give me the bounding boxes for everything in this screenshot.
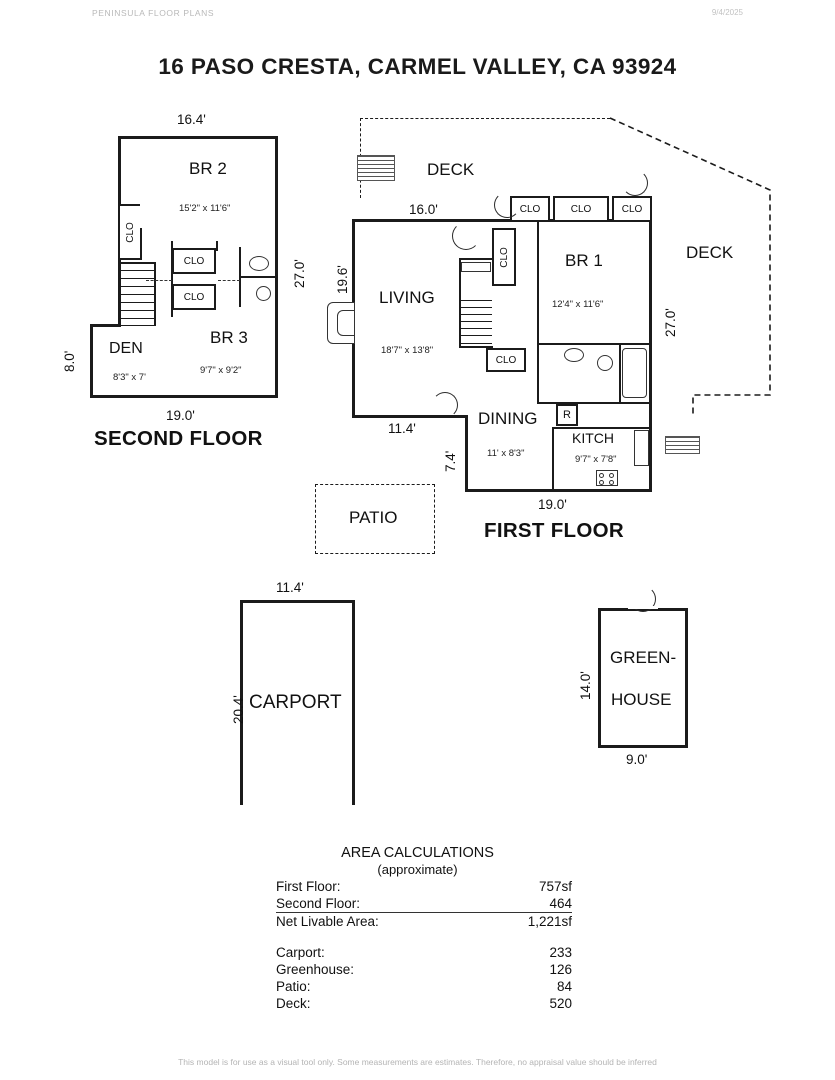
- dim-first-right: 27.0': [663, 308, 678, 337]
- refrigerator: [556, 404, 578, 426]
- greenhouse-door-gap: [628, 606, 658, 609]
- door-arc-living: [452, 222, 480, 250]
- door-arc-dining: [432, 392, 458, 418]
- patio-label: PATIO: [349, 508, 398, 527]
- area-calc-label: Net Livable Area:: [276, 914, 379, 929]
- staircase-first: [461, 300, 492, 346]
- dim-greenhouse-height: 14.0': [578, 671, 593, 700]
- dim-carport-height: 20.4': [231, 695, 246, 724]
- den-joint-mask: [116, 327, 121, 395]
- bath-wall-first-bottom: [537, 402, 649, 404]
- sink-fixture-second: [249, 256, 269, 271]
- closet-hall-vertical: [492, 228, 516, 286]
- room-label-br2: BR 2: [189, 159, 227, 178]
- kitchen-left-wall: [552, 427, 554, 492]
- door-arc-hall: [494, 192, 520, 218]
- closet-hall-lower: [486, 348, 526, 372]
- closet-br1-c: [612, 196, 652, 222]
- stair-top-wall: [120, 262, 154, 264]
- closet-center-lower-label: CLO: [183, 291, 205, 303]
- area-calc-value: 126: [549, 962, 572, 977]
- area-calc-row: [276, 913, 572, 930]
- window-hatch-deck: [357, 155, 395, 181]
- dim-first-left-upper: 19.6': [335, 265, 350, 294]
- closet-center-upper-label: CLO: [183, 255, 205, 267]
- deck-label-top: DECK: [427, 160, 475, 179]
- closet-br1-b: [553, 196, 609, 222]
- burner-a: [599, 473, 604, 478]
- first-floor-bottom-wall: [465, 489, 652, 492]
- room-size-br3: 9'7" x 9'2": [200, 365, 242, 376]
- area-calc-spacer: [276, 930, 572, 944]
- closet-center-lower: [172, 284, 216, 310]
- door-arc-br1: [622, 170, 648, 196]
- room-size-br2: 15'2" x 11'6": [179, 203, 231, 214]
- room-label-living: LIVING: [379, 288, 435, 307]
- area-calc-row: [276, 878, 572, 895]
- room-label-dining: DINING: [478, 409, 538, 428]
- bath-wall-first-left: [537, 343, 539, 403]
- toilet-fixture-second: [256, 286, 271, 301]
- second-floor-caption: SECOND FLOOR: [94, 427, 263, 450]
- bath-wall-second-b: [239, 276, 278, 278]
- room-size-dining: 11' x 8'3": [487, 448, 525, 459]
- closet-wall: [171, 241, 173, 317]
- closet-br2: [118, 204, 142, 260]
- room-label-br1: BR 1: [565, 251, 603, 270]
- area-calc-title: AREA CALCULATIONS: [341, 845, 494, 861]
- closet-center-upper: [172, 248, 216, 274]
- kitchen-counter: [634, 430, 649, 466]
- area-calc-subtitle: (approximate): [377, 862, 458, 877]
- greenhouse-label-2: HOUSE: [611, 690, 672, 709]
- closet-hall-lower-label: CLO: [495, 354, 517, 366]
- hall-cabinet: [461, 262, 491, 272]
- area-calc-value: 520: [549, 996, 572, 1011]
- br1-left-wall: [537, 222, 539, 344]
- room-size-br1: 12'4" x 11'6": [552, 299, 604, 310]
- dim-second-left: 8.0': [62, 350, 77, 372]
- room-label-den: DEN: [109, 340, 143, 357]
- burner-c: [599, 480, 604, 485]
- area-calc-row: [276, 995, 572, 1012]
- carport-right-wall: [352, 600, 355, 805]
- closet-opening-mask-1: [140, 204, 142, 228]
- area-calc-label: Carport:: [276, 945, 325, 960]
- greenhouse-label-1: GREEN-: [610, 648, 677, 667]
- tub-fixture: [622, 348, 647, 398]
- area-calc-value: 84: [556, 979, 572, 994]
- area-calc-value: 1,221sf: [527, 914, 572, 929]
- dim-carport-width: 11.4': [276, 580, 304, 595]
- area-calc-label: Second Floor:: [276, 896, 361, 911]
- area-calc-table: [276, 878, 572, 1012]
- area-calc-row: [276, 895, 572, 913]
- br1-bottom-wall: [537, 343, 649, 345]
- disclaimer-footer: This model is for use as a visual tool only. Some measurements are estimates. Therefore, no appraisal value should be inferred: [178, 1057, 657, 1067]
- dim-second-bottom: 19.0': [166, 408, 195, 423]
- area-calc-value: 757sf: [538, 879, 572, 894]
- area-calc-value: 233: [549, 945, 572, 960]
- stair-wall-first-bottom: [459, 346, 493, 348]
- date-header: 9/4/2025: [711, 8, 743, 17]
- carport-top-wall: [240, 600, 355, 603]
- dim-first-left-short: 7.4': [443, 450, 458, 472]
- hall-center-dash-a: [146, 280, 172, 281]
- stair-side-wall: [154, 262, 156, 326]
- refrigerator-label: R: [563, 409, 571, 421]
- carport-label: CARPORT: [249, 692, 342, 713]
- closet-br1-b-label: CLO: [570, 203, 592, 215]
- area-calc-label: Patio:: [276, 979, 311, 994]
- area-calc-label: First Floor:: [276, 879, 341, 894]
- room-size-living: 18'7" x 13'8": [381, 345, 434, 356]
- dim-first-top: 16.0': [409, 202, 438, 217]
- stair-wall-first-top: [459, 258, 493, 260]
- room-label-br3: BR 3: [210, 328, 248, 347]
- closet-br2-label: CLO: [124, 221, 136, 243]
- page-title: 16 PASO CRESTA, CARMEL VALLEY, CA 93924: [158, 54, 677, 79]
- bath-wall-first-mid: [619, 345, 621, 403]
- toilet-fixture-first: [597, 355, 613, 371]
- room-label-kitchen: KITCH: [572, 430, 614, 446]
- first-floor-right-wall: [649, 219, 652, 492]
- area-calc-value: 464: [549, 896, 572, 911]
- window-hatch-kitchen: [665, 436, 700, 454]
- first-floor-caption: FIRST FLOOR: [484, 519, 624, 542]
- area-calc-label: Greenhouse:: [276, 962, 355, 977]
- area-calc-row: [276, 978, 572, 995]
- room-size-den: 8'3" x 7': [113, 372, 146, 383]
- area-calc-label: Deck:: [276, 996, 311, 1011]
- area-calc-row: [276, 944, 572, 961]
- closet-wall-b: [216, 241, 218, 251]
- hall-center-dash-b: [218, 280, 240, 281]
- company-header: PENINSULA FLOOR PLANS: [92, 8, 215, 18]
- closet-br1-a-label: CLO: [519, 203, 541, 215]
- staircase-second: [120, 270, 154, 326]
- dim-greenhouse-width: 9.0': [626, 752, 648, 767]
- closet-br1-c-label: CLO: [621, 203, 643, 215]
- dim-first-left-lower: 11.4': [388, 421, 416, 436]
- closet-hall-vertical-label: CLO: [498, 246, 510, 268]
- dim-first-bottom: 19.0': [538, 497, 567, 512]
- deck-label-right: DECK: [686, 243, 734, 262]
- dim-second-top: 16.4': [177, 112, 206, 127]
- dim-second-right: 27.0': [292, 259, 307, 288]
- greenhouse-outline: [598, 608, 688, 748]
- dining-left-wall: [465, 418, 468, 492]
- fireplace-inner: [337, 310, 355, 336]
- burner-b: [609, 473, 614, 478]
- room-size-kitchen: 9'7" x 7'8": [575, 454, 617, 465]
- burner-d: [609, 480, 614, 485]
- kitchen-top-wall: [552, 427, 650, 429]
- sink-fixture-first: [564, 348, 584, 362]
- area-calc-row: [276, 961, 572, 978]
